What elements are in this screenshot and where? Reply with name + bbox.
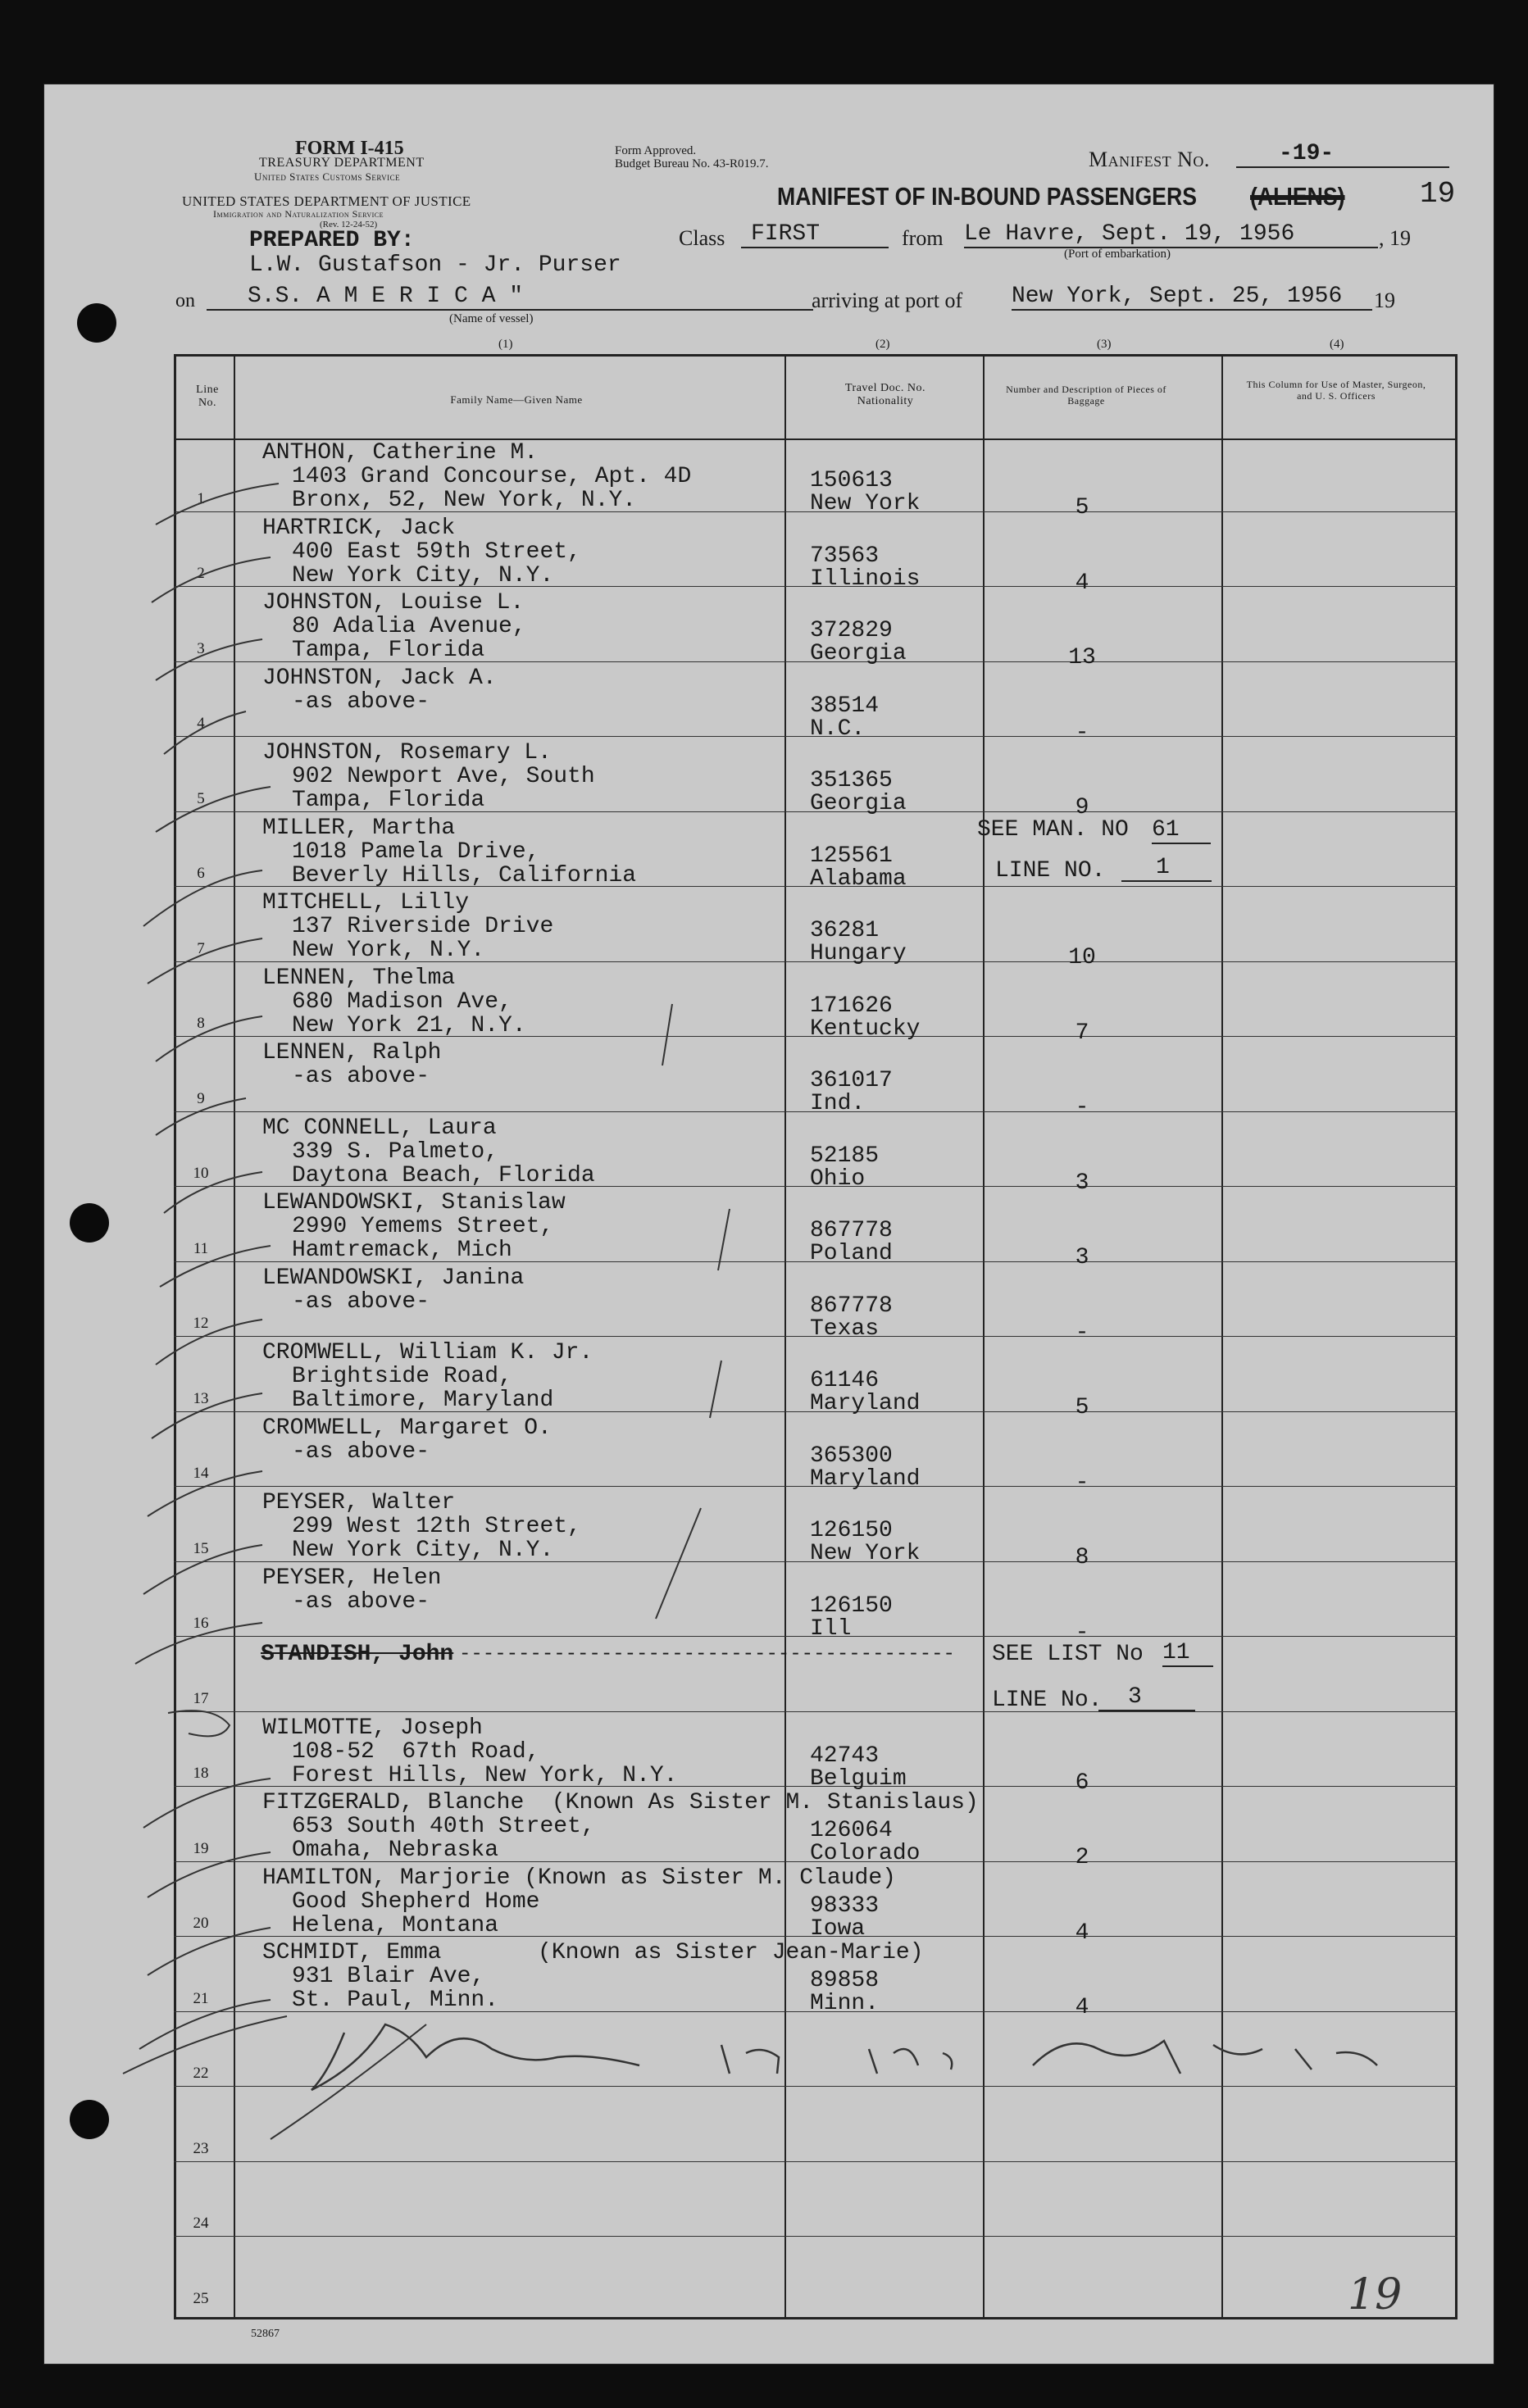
see-manifest-value: 61	[1152, 818, 1211, 844]
line-number: 10	[193, 1165, 209, 1182]
list-line-value: 3	[1098, 1685, 1195, 1711]
travel-doc-number: 365300	[810, 1443, 893, 1469]
passenger-name: FITZGERALD, Blanche (Known As Sister M. Stanislaus)	[262, 1790, 979, 1815]
year-suffix: , 19	[1379, 226, 1411, 250]
passenger-address-line2: Bronx, 52, New York, N.Y.	[292, 488, 637, 513]
passenger-address-line1: 137 Riverside Drive	[292, 914, 554, 939]
passenger-name: PEYSER, Helen	[262, 1565, 442, 1591]
col-number-1: (1)	[498, 338, 513, 351]
travel-doc-number: 61146	[810, 1368, 880, 1393]
travel-doc-number: 150613	[810, 468, 893, 493]
line-number: 8	[197, 1015, 205, 1032]
baggage-count: -	[1075, 1620, 1089, 1646]
passenger-address-line1: -as above-	[292, 688, 430, 715]
line-number: 13	[193, 1389, 209, 1407]
col-number-2: (2)	[875, 338, 890, 351]
nationality: Illinois	[810, 566, 921, 592]
passenger-name: JOHNSTON, Rosemary L.	[262, 740, 552, 766]
arriving-value: New York, Sept. 25, 1956	[1012, 284, 1372, 311]
passenger-address-line1: -as above-	[292, 1588, 430, 1615]
nationality: New York	[810, 491, 921, 516]
passenger-address-line1: 902 Newport Ave, South	[292, 764, 595, 789]
baggage-count: 7	[1075, 1020, 1089, 1046]
travel-doc-number: 73563	[810, 543, 880, 569]
passenger-address-line2: New York 21, N.Y.	[292, 1012, 526, 1038]
budget-bureau: Budget Bureau No. 43-R019.7.	[615, 157, 769, 170]
travel-doc-number: 171626	[810, 993, 893, 1019]
form-code: 52867	[251, 2328, 280, 2340]
arriving-suffix: 19	[1374, 289, 1395, 312]
col-number-3: (3)	[1097, 338, 1112, 351]
line-number: 21	[193, 1989, 209, 2007]
vessel-caption: (Name of vessel)	[449, 312, 534, 325]
line-no-label: LINE NO.	[995, 857, 1106, 884]
line-number: 14	[193, 1465, 209, 1482]
passenger-address-line2: Beverly Hills, California	[292, 862, 637, 888]
form-number: FORM I-415	[295, 138, 404, 159]
binder-hole-bottom	[70, 2100, 109, 2139]
passenger-name: LEWANDOWSKI, Janina	[262, 1265, 525, 1291]
nationality: N.C.	[810, 716, 866, 742]
header-officers: This Column for Use of Master, Surgeon, and U. S. Officers	[1246, 379, 1426, 402]
dept-immigration: Immigration and Naturalization Service	[213, 208, 384, 220]
line-number: 9	[197, 1089, 205, 1107]
handwritten-page-number: 19	[1348, 2270, 1403, 2319]
nationality: Ill	[810, 1615, 852, 1642]
travel-doc-number: 372829	[810, 618, 893, 643]
passenger-address-line2: New York, N.Y.	[292, 938, 485, 963]
binder-hole-middle	[70, 1203, 109, 1243]
manifest-title: MANIFEST OF IN-BOUND PASSENGERS	[777, 182, 1197, 211]
passenger-address-line1: 339 S. Palmeto,	[292, 1138, 499, 1165]
passenger-address-line2: Daytona Beach, Florida	[292, 1162, 595, 1188]
line-number: 3	[197, 639, 205, 657]
passenger-address-line2: New York City, N.Y.	[292, 562, 554, 588]
passenger-address-line2: St. Paul, Minn.	[292, 1988, 499, 2013]
passenger-address-line1: Brightside Road,	[292, 1364, 512, 1389]
passenger-name: LEWANDOWSKI, Stanislaw	[262, 1190, 566, 1215]
travel-doc-number: 351365	[810, 768, 893, 793]
baggage-count: -	[1075, 1470, 1089, 1496]
travel-doc-number: 42743	[810, 1742, 880, 1769]
dept-justice: UNITED STATES DEPARTMENT OF JUSTICE	[182, 193, 471, 209]
line-number: 1	[197, 489, 205, 507]
baggage-count: 10	[1068, 945, 1096, 970]
travel-doc-number: 126064	[810, 1818, 893, 1843]
standish-struck-name: STANDISH, John	[261, 1642, 454, 1667]
travel-doc-number: 89858	[810, 1968, 880, 1993]
nationality: Hungary	[810, 941, 907, 966]
passenger-address-line2: Hamtremack, Mich	[292, 1238, 512, 1263]
passenger-address-line1: 1018 Pamela Drive,	[292, 838, 540, 865]
manifest-no-value: -19-	[1236, 141, 1449, 168]
passenger-name: MITCHELL, Lilly	[262, 890, 470, 915]
travel-doc-number: 867778	[810, 1293, 893, 1319]
baggage-count: 6	[1075, 1770, 1089, 1796]
col-number-4: (4)	[1330, 338, 1344, 351]
passenger-address-line1: -as above-	[292, 1288, 430, 1315]
passenger-address-line2: Helena, Montana	[292, 1912, 499, 1938]
passenger-address-line2: Baltimore, Maryland	[292, 1388, 554, 1413]
binder-hole-top	[77, 303, 116, 343]
passenger-name: MILLER, Martha	[262, 815, 456, 841]
travel-doc-number: 126150	[810, 1518, 893, 1543]
passenger-name: WILMOTTE, Joseph	[262, 1715, 483, 1741]
line-number: 23	[193, 2139, 209, 2157]
passenger-address-line2: New York City, N.Y.	[292, 1538, 554, 1563]
nationality: Georgia	[810, 641, 907, 666]
passenger-address-line2: Omaha, Nebraska	[292, 1838, 499, 1863]
baggage-count: 9	[1075, 795, 1089, 820]
baggage-count: 3	[1075, 1170, 1089, 1196]
nationality: Iowa	[810, 1915, 866, 1942]
passenger-name: ANTHON, Catherine M.	[262, 440, 539, 466]
passenger-address-line1: Good Shepherd Home	[292, 1888, 540, 1915]
passenger-name: HAMILTON, Marjorie (Known as Sister M. Claude)	[262, 1865, 896, 1891]
list-line-label: LINE No.	[992, 1688, 1103, 1713]
line-number: 7	[197, 939, 205, 957]
line-number: 5	[197, 789, 205, 807]
line-number: 11	[193, 1239, 209, 1257]
travel-doc-number: 125561	[810, 843, 893, 869]
passenger-address-line1: 653 South 40th Street,	[292, 1814, 595, 1839]
nationality: Maryland	[810, 1465, 921, 1492]
line-number: 17	[193, 1689, 209, 1707]
row-rule	[174, 2086, 1458, 2087]
nationality: Alabama	[810, 866, 907, 892]
prepared-by-label: PREPARED BY:	[249, 228, 415, 253]
passenger-name: JOHNSTON, Jack A.	[262, 665, 497, 691]
passenger-name: PEYSER, Walter	[262, 1490, 456, 1515]
header-travel-doc: Travel Doc. No. Nationality	[845, 382, 925, 407]
nationality: Poland	[810, 1241, 893, 1266]
passenger-name: MC CONNELL, Laura	[262, 1115, 497, 1141]
header-name: Family Name—Given Name	[450, 393, 583, 406]
baggage-count: 2	[1075, 1845, 1089, 1870]
vessel-value: S.S. A M E R I C A "	[207, 284, 813, 311]
nationality: Belguim	[810, 1765, 907, 1792]
travel-doc-number: 36281	[810, 918, 880, 943]
see-manifest-label: SEE MAN. NO	[977, 816, 1129, 843]
passenger-address-line1: 400 East 59th Street,	[292, 538, 581, 565]
line-number: 6	[197, 865, 205, 882]
line-number: 18	[193, 1765, 209, 1782]
passenger-name: JOHNSTON, Louise L.	[262, 590, 525, 616]
nationality: Colorado	[810, 1841, 921, 1866]
passenger-address-line1: -as above-	[292, 1438, 430, 1465]
see-list-label: SEE LIST No	[992, 1642, 1144, 1667]
passenger-address-line1: 931 Blair Ave,	[292, 1964, 485, 1989]
passenger-address-line2: Tampa, Florida	[292, 638, 485, 663]
passenger-address-line1: -as above-	[292, 1064, 430, 1089]
dept-customs: United States Customs Service	[254, 170, 401, 183]
dept-treasury: TREASURY DEPARTMENT	[259, 156, 425, 170]
baggage-count: 5	[1075, 495, 1089, 520]
baggage-count: 4	[1075, 570, 1089, 596]
from-label: from	[902, 226, 944, 250]
passenger-address-line1: 1403 Grand Concourse, Apt. 4D	[292, 464, 692, 489]
standish-dash-line: ------------------------------------------	[459, 1643, 955, 1665]
row-rule	[174, 2161, 1458, 2162]
header-baggage: Number and Description of Pieces of Baggage	[1006, 384, 1166, 407]
passenger-address-line1: 680 Madison Ave,	[292, 988, 512, 1015]
nationality: Minn.	[810, 1991, 880, 2016]
form-approved: Form Approved.	[615, 144, 697, 157]
line-number: 16	[193, 1615, 209, 1632]
nationality: Texas	[810, 1315, 880, 1342]
prepared-by-value: L.W. Gustafson - Jr. Purser	[249, 252, 621, 278]
travel-doc-number: 126150	[810, 1592, 893, 1619]
passenger-name: HARTRICK, Jack	[262, 515, 456, 541]
baggage-count: 5	[1075, 1395, 1089, 1420]
line-number: 19	[193, 1839, 209, 1857]
line-no-value: 1	[1121, 856, 1212, 882]
passenger-address-line1: 299 West 12th Street,	[292, 1514, 581, 1539]
travel-doc-number: 52185	[810, 1143, 880, 1169]
travel-doc-number: 361017	[810, 1068, 893, 1093]
baggage-count: -	[1075, 1320, 1089, 1346]
row-rule	[174, 1711, 1458, 1712]
from-value: Le Havre, Sept. 19, 1956	[964, 221, 1378, 248]
passenger-address-line1: 80 Adalia Avenue,	[292, 614, 526, 639]
passenger-address-line1: 2990 Yemems Street,	[292, 1214, 554, 1239]
on-label: on	[175, 290, 195, 311]
baggage-count: 3	[1075, 1245, 1089, 1270]
line-number: 22	[193, 2065, 209, 2082]
travel-doc-number: 867778	[810, 1218, 893, 1243]
line-number: 25	[193, 2289, 209, 2307]
nationality: Maryland	[810, 1391, 921, 1416]
travel-doc-number: 38514	[810, 693, 880, 719]
passenger-name: CROMWELL, Margaret O.	[262, 1415, 552, 1441]
nationality: Ind.	[810, 1091, 866, 1116]
passenger-address-line2: Forest Hills, New York, N.Y.	[292, 1762, 678, 1788]
baggage-count: -	[1075, 1095, 1089, 1120]
arriving-label: arriving at port of	[812, 289, 963, 312]
passenger-name: LENNEN, Ralph	[262, 1040, 442, 1065]
nationality: Georgia	[810, 791, 907, 816]
class-label: Class	[679, 226, 725, 250]
passenger-address-line2: Tampa, Florida	[292, 788, 485, 813]
passenger-address-line1: 108-52 67th Road,	[292, 1738, 540, 1765]
passenger-name: LENNEN, Thelma	[262, 965, 456, 991]
header-line-no: Line No.	[196, 384, 219, 409]
port-caption: (Port of embarkation)	[1064, 248, 1171, 261]
passenger-name: SCHMIDT, Emma (Known as Sister Jean-Marie)	[262, 1940, 924, 1965]
manifest-title-struck: (ALIENS)	[1250, 182, 1345, 211]
baggage-count: 4	[1075, 1920, 1089, 1946]
baggage-count: 4	[1075, 1995, 1089, 2020]
page-stamp: 19	[1420, 177, 1456, 211]
nationality: New York	[810, 1541, 921, 1566]
see-list-value: 11	[1162, 1641, 1213, 1667]
travel-doc-number: 98333	[810, 1892, 880, 1919]
nationality: Kentucky	[810, 1015, 921, 1042]
line-number: 2	[197, 565, 205, 582]
row-rule	[174, 2236, 1458, 2237]
line-number: 4	[197, 715, 205, 732]
line-number: 20	[193, 1915, 209, 1932]
revision: (Rev. 12-24-52)	[320, 220, 378, 229]
baggage-count: -	[1075, 720, 1089, 746]
nationality: Ohio	[810, 1165, 866, 1192]
line-number: 24	[193, 2215, 209, 2232]
passenger-name: CROMWELL, William K. Jr.	[262, 1340, 593, 1365]
class-value: FIRST	[741, 221, 889, 248]
manifest-no-label: Manifest No.	[1089, 148, 1210, 171]
line-number: 15	[193, 1539, 209, 1557]
line-number: 12	[193, 1315, 209, 1332]
baggage-count: 13	[1068, 645, 1096, 670]
baggage-count: 8	[1075, 1545, 1089, 1570]
